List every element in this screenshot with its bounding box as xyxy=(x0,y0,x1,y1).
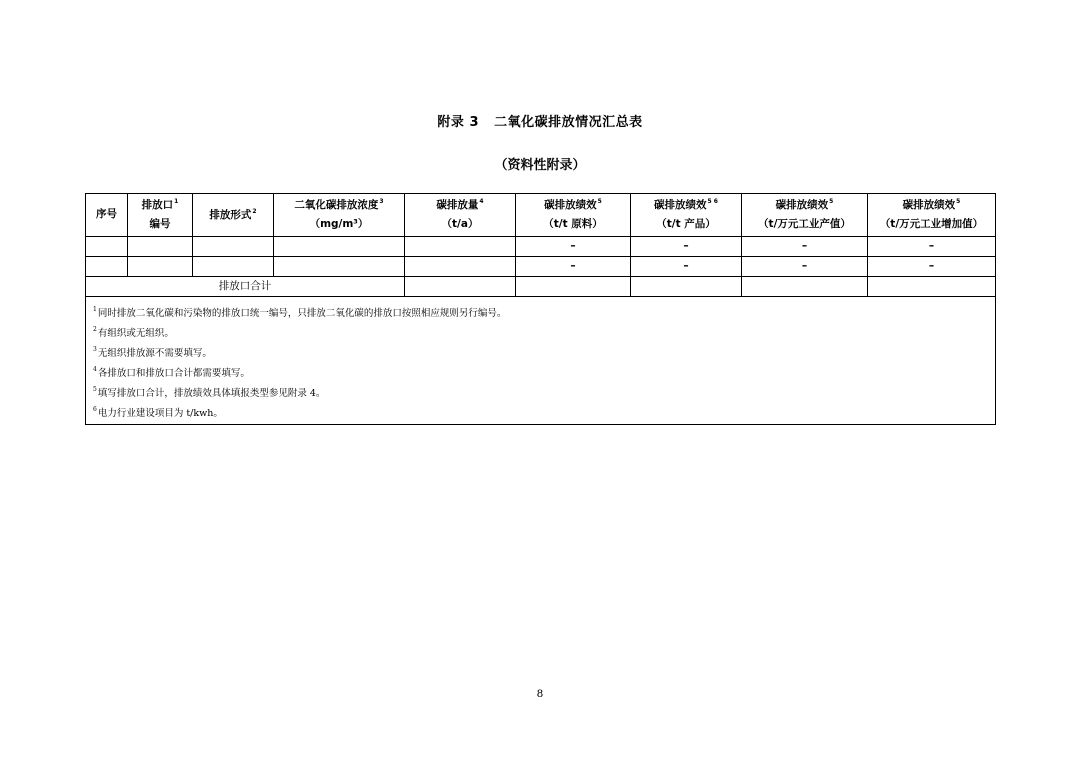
table-cell: – xyxy=(742,237,868,257)
table-cell[interactable] xyxy=(405,257,516,277)
footnote: $^4$各排放口和排放口合计都需要填写。 xyxy=(93,366,250,379)
header-cell-carbon-emissions: 碳排放量$^4$ （t/a） xyxy=(405,194,516,237)
table-cell: – xyxy=(631,257,742,277)
table-row xyxy=(86,257,996,277)
page-title: 附录 3 二氧化碳排放情况汇总表 xyxy=(437,115,643,130)
table-cell: – xyxy=(868,237,996,257)
total-row xyxy=(86,277,996,297)
table-cell[interactable] xyxy=(193,257,274,277)
table-cell[interactable] xyxy=(274,237,405,257)
header-cell-emission-form: 排放形式$^2$ xyxy=(193,194,274,237)
table-cell[interactable] xyxy=(128,257,193,277)
footnote: $^5$填写排放口合计，排放绩效具体填报类型参见附录 4。 xyxy=(93,386,326,399)
emissions-summary-table xyxy=(85,193,996,425)
table-row xyxy=(86,237,996,257)
table-cell[interactable] xyxy=(86,257,128,277)
header-cell-outlet-id: 排放口$^1$ 编号 xyxy=(128,194,193,237)
footnote: $^3$无组织排放源不需要填写。 xyxy=(93,346,212,359)
table-cell[interactable] xyxy=(86,237,128,257)
table-cell[interactable] xyxy=(405,277,516,297)
table-header-row xyxy=(86,194,996,237)
table-cell: – xyxy=(516,257,631,277)
footnote: $^6$电力行业建设项目为 t/kwh。 xyxy=(93,406,223,419)
header-cell-serial: 序号 xyxy=(86,194,128,237)
header-cell-intensity-output-value: 碳排放绩效$^5$ （t/万元工业产值） xyxy=(742,194,868,237)
footnote: $^2$有组织或无组织。 xyxy=(93,326,174,339)
table-cell[interactable] xyxy=(742,277,868,297)
table-cell[interactable] xyxy=(128,237,193,257)
table-cell[interactable] xyxy=(405,237,516,257)
table-cell: – xyxy=(742,257,868,277)
header-cell-intensity-raw-material: 碳排放绩效$^5$ （t/t 原料） xyxy=(516,194,631,237)
table-cell: – xyxy=(516,237,631,257)
header-cell-intensity-added-value: 碳排放绩效$^5$ （t/万元工业增加值） xyxy=(868,194,996,237)
page-number: 8 xyxy=(536,688,544,700)
page-subtitle: （资料性附录） xyxy=(494,158,586,173)
header-cell-co2-concentration: 二氧化碳排放浓度$^3$ （mg/m³） xyxy=(274,194,405,237)
footnote: $^1$同时排放二氧化碳和污染物的排放口统一编号，只排放二氧化碳的排放口按照相应规则另行编号。 xyxy=(93,306,507,319)
table-cell[interactable] xyxy=(868,277,996,297)
table-cell[interactable] xyxy=(193,237,274,257)
notes-row xyxy=(86,297,996,425)
table-cell: – xyxy=(868,257,996,277)
notes-cell xyxy=(86,297,996,425)
total-row-label: 排放口合计 xyxy=(86,277,405,297)
table-cell[interactable] xyxy=(516,277,631,297)
table-cell[interactable] xyxy=(274,257,405,277)
header-cell-intensity-product: 碳排放绩效$^{5 6}$ （t/t 产品） xyxy=(631,194,742,237)
table-cell[interactable] xyxy=(631,277,742,297)
table-cell: – xyxy=(631,237,742,257)
